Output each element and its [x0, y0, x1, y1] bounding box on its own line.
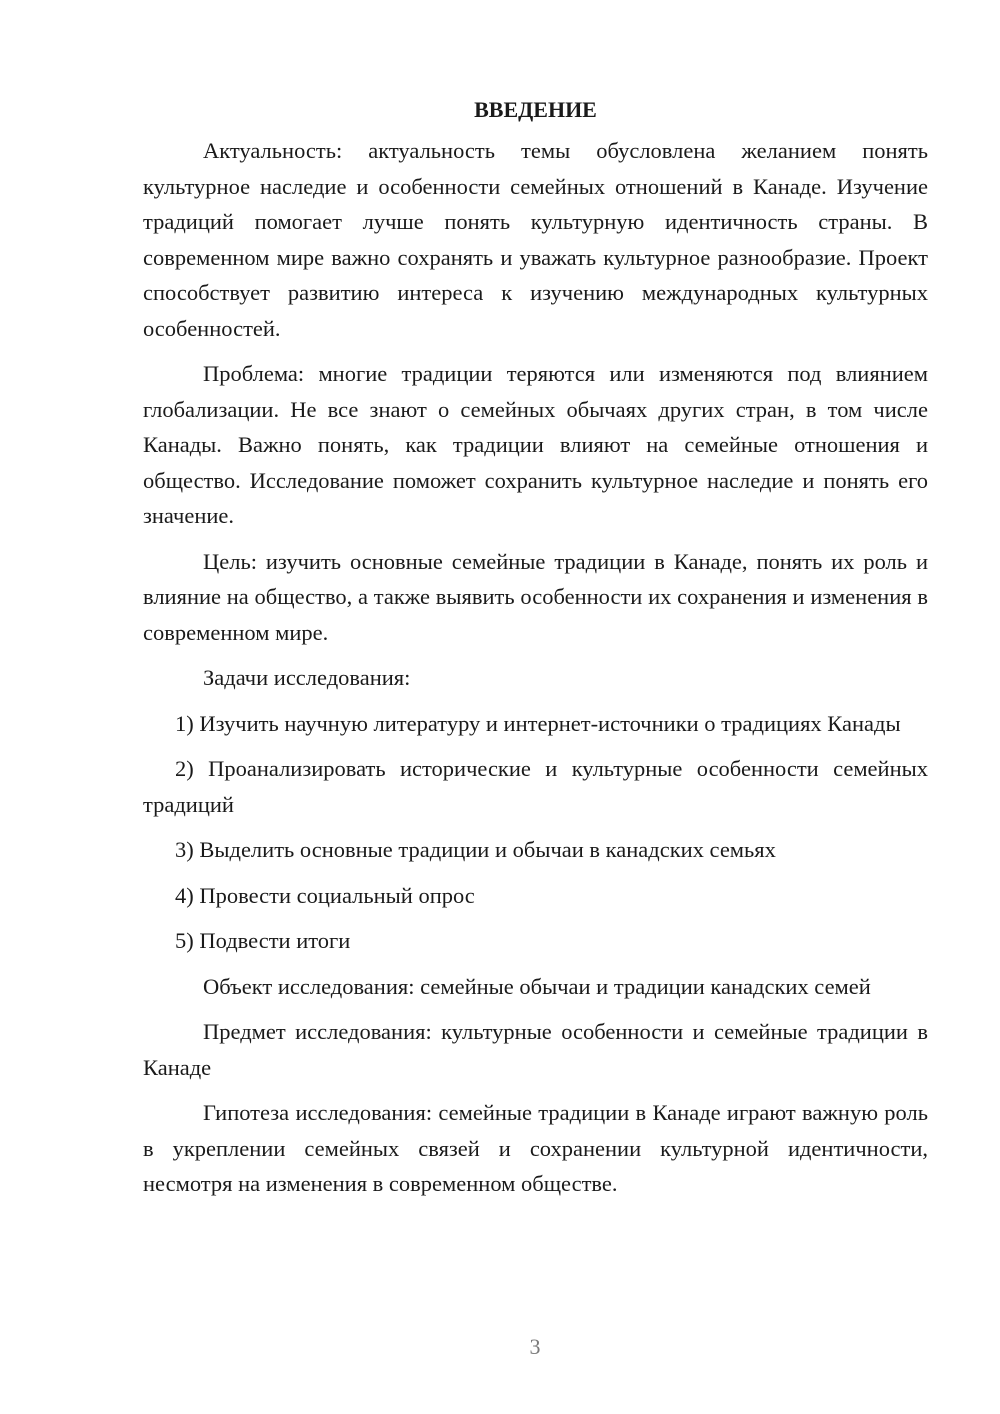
task-item-4: 4) Провести социальный опрос [175, 882, 475, 908]
document-page [143, 95, 928, 1212]
task-item-5: 5) Подвести итоги [175, 928, 351, 953]
tasks-intro: Задачи исследования: [203, 665, 411, 690]
task-item-2: 2) Проанализировать исторические и культурные особенности семейных традиций [143, 756, 928, 817]
page-number: 3 [529, 1334, 541, 1359]
subject-paragraph: Предмет исследования: культурные особенности и семейные традиции в Канаде [143, 1019, 928, 1080]
task-item-1: 1) Изучить научную литературу и интернет-источники о традициях Канады [175, 710, 901, 736]
relevance-paragraph: Актуальность: актуальность темы обусловлена желанием понять культурное наследие и особенности семейных отношений в Канаде. Изучение традиций помогает лучше понять культурную идентичность страны. В современном мире важно сохранять и уважать культурное разнообразие. Проект способствует развитию интереса к изучению международных культурных особенностей. [143, 138, 928, 341]
task-item-3: 3) Выделить основные традиции и обычаи в канадских семьях [175, 837, 776, 862]
goal-paragraph: Цель: изучить основные семейные традиции в Канаде, понять их роль и влияние на общество, а также выявить особенности их сохранения и изменения в современном мире. [143, 548, 928, 645]
problem-paragraph: Проблема: многие традиции теряются или изменяются под влиянием глобализации. Не все знают о семейных обычаях других стран, в том числе Канады. Важно понять, как традиции влияют на семейные отношения и общество. Исследование поможет сохранить культурное наследие и понять его значение. [143, 361, 928, 528]
hypothesis-paragraph: Гипотеза исследования: семейные традиции в Канаде играют важную роль в укреплении семейных связей и сохранении культурной идентичности, несмотря на изменения в современном обществе. [143, 1100, 928, 1196]
section-heading: ВВЕДЕНИЕ [474, 97, 597, 122]
object-paragraph: Объект исследования: семейные обычаи и традиции канадских семей [203, 973, 871, 999]
